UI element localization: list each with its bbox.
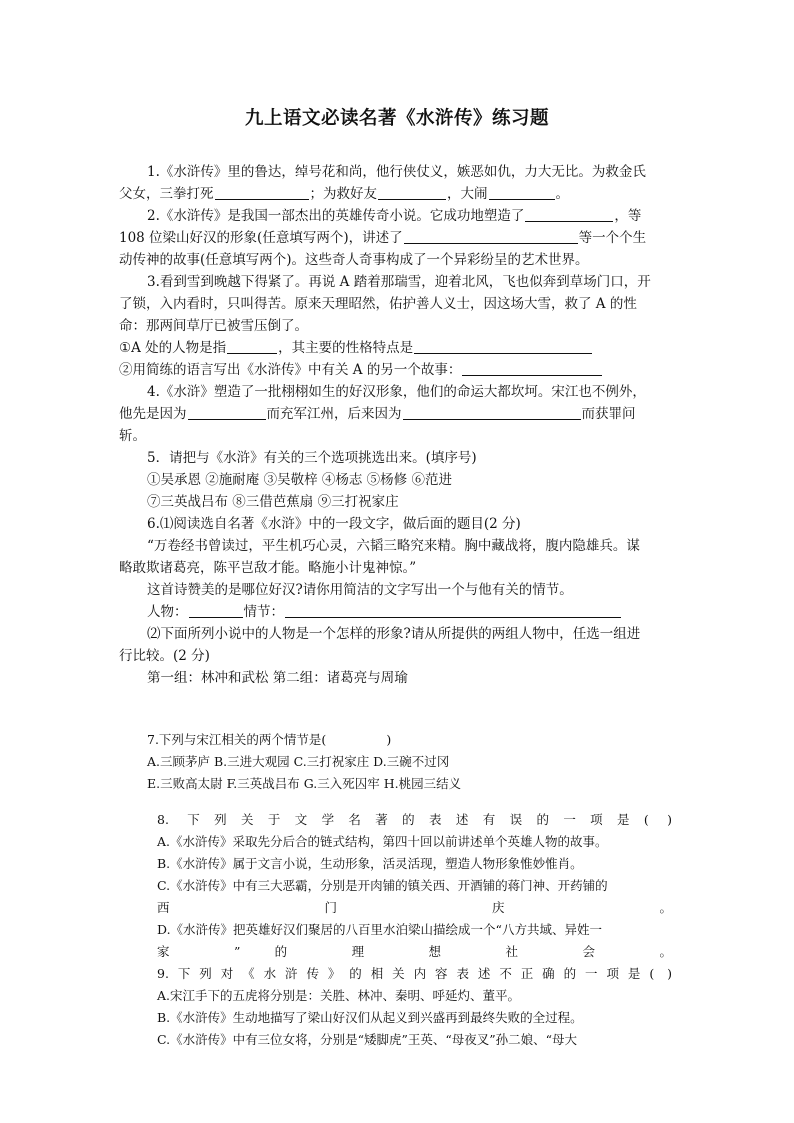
q6-line-1: 6.⑴阅读选自名著《水浒》中的一段文字，做后面的题目(2 分) xyxy=(147,516,521,532)
q1-text-a: 父女，三拳打死 xyxy=(119,186,214,202)
q2-line-3: 动传神的故事(任意填写两个)。这些奇人奇事构成了一个异彩纷呈的艺术世界。 xyxy=(119,252,589,268)
q4-line-3: 斩。 xyxy=(119,428,146,444)
q9-option-c: C.《水浒传》中有三位女将，分别是“矮脚虎”王英、“母夜叉”孙二娘、“母大 xyxy=(157,1032,578,1047)
q1-line-2 xyxy=(119,182,569,202)
q5-options-1: ①吴承恩 ②施耐庵 ③吴敬梓 ④杨志 ⑤杨修 ⑥范进 xyxy=(147,472,452,488)
q8-option-d-1: D.《水浒传》把英雄好汉们聚居的八百里水泊梁山描绘成一个“八方共域、异姓一 xyxy=(157,922,602,937)
q3-blank-2[interactable] xyxy=(414,339,592,354)
q3-sub-1 xyxy=(119,336,593,356)
q7-options-2: E.三败高太尉 F.三英战吕布 G.三入死囚牢 H.桃园三结义 xyxy=(147,776,462,791)
q1-blank-1[interactable] xyxy=(215,185,309,200)
q1-blank-3[interactable] xyxy=(489,185,555,200)
q8-option-d-2: 家 ” 的 理 想 社 会 。 xyxy=(157,944,672,959)
q3-blank-3[interactable] xyxy=(462,361,602,376)
q4-blank-2[interactable] xyxy=(403,405,581,420)
q3-sub-2 xyxy=(119,358,603,378)
q4-text-a: 他先是因为 xyxy=(119,406,187,422)
q4-text-c: 而获罪问 xyxy=(581,406,636,422)
q6-line-6: ⑵下面所列小说中的人物是一个怎样的形象?请从所提供的两组人物中，任选一组进 xyxy=(147,626,641,642)
q1-text-d: 。 xyxy=(555,186,569,202)
q2-text-a: 2.《水浒传》是我国一部杰出的英雄传奇小说。它成功地塑造了 xyxy=(147,208,525,224)
q1-text-c: ，大闹 xyxy=(447,186,488,202)
q3-line-1: 3.看到雪到晚越下得紧了。再说 A 踏着那瑞雪，迎着北风，飞也似奔到草场门口，开 xyxy=(147,274,651,290)
q6-plot-label: 情节： xyxy=(243,604,284,620)
q1-blank-2[interactable] xyxy=(378,185,446,200)
q2-text-b: ，等 xyxy=(614,208,642,224)
q2-blank-1[interactable] xyxy=(525,207,613,222)
q9-option-b: B.《水浒传》生动地描写了梁山好汉们从起义到兴盛再到最终失败的全过程。 xyxy=(157,1010,583,1025)
q4-blank-1[interactable] xyxy=(188,405,266,420)
q6-plot-blank[interactable] xyxy=(285,603,621,618)
q8-option-c-2: 西 门 庆 。 xyxy=(157,900,672,915)
q1-line-1: 1.《水浒传》里的鲁达，绰号花和尚，他行侠仗义，嫉恶如仇，力大无比。为救金氏 xyxy=(147,164,646,180)
q1-text-b: ；为救好友 xyxy=(309,186,377,202)
q8-stem: 8. 下列关于文学名著的表述有误的一项是( ) xyxy=(157,812,672,827)
q6-line-5 xyxy=(147,600,622,620)
page-title: 九上语文必读名著《水浒传》练习题 xyxy=(244,108,549,129)
q8-option-c-1: C.《水浒传》中有三大恶霸，分别是开肉铺的镇关西、开酒铺的蒋门神、开药铺的 xyxy=(157,878,608,893)
q2-line-2 xyxy=(119,226,646,246)
q2-text-c: 108 位梁山好汉的形象(任意填写两个)，讲述了 xyxy=(119,230,403,246)
q6-line-8: 第一组：林冲和武松 第二组：诸葛亮与周瑜 xyxy=(147,670,408,686)
q2-text-d: 等一个个生 xyxy=(578,230,647,246)
q9-option-a: A.宋江手下的五虎将分别是：关胜、林冲、秦明、呼延灼、董平。 xyxy=(157,988,521,1003)
q4-line-1: 4.《水浒》塑造了一批栩栩如生的好汉形象，他们的命运大都坎坷。宋江也不例外， xyxy=(147,384,646,400)
q6-line-7: 行比较。(2 分) xyxy=(119,648,210,664)
q8-option-a: A.《水浒传》采取先分后合的链式结构，第四十回以前讲述单个英雄人物的故事。 xyxy=(157,834,608,849)
q9-stem: 9.下列对《水浒传》的相关内容表述不正确的一项是( ) xyxy=(157,966,672,981)
q5-options-2: ⑦三英战吕布 ⑧三借芭蕉扇 ⑨三打祝家庄 xyxy=(147,494,399,510)
q3-sub-1-text-b: ，其主要的性格特点是 xyxy=(278,340,414,356)
q8-option-b: B.《水浒传》属于文言小说，生动形象，活灵活现，塑造人物形象惟妙惟肖。 xyxy=(157,856,583,871)
q7-text-a: 7.下列与宋江相关的两个情节是( xyxy=(147,732,327,747)
q6-line-4: 这首诗赞美的是哪位好汉?请你用简洁的文字写出一个与他有关的情节。 xyxy=(147,582,573,598)
q4-line-2 xyxy=(119,402,636,422)
q3-sub-1-text-a: ①A 处的人物是指 xyxy=(119,340,227,356)
q7-text-b: ) xyxy=(386,732,392,747)
q2-blank-2[interactable] xyxy=(404,229,578,244)
q5-line-1: 5．请把与《水浒》有关的三个选项挑选出来。(填序号) xyxy=(147,450,477,466)
q3-line-3: 命：那两间草厅已被雪压倒了。 xyxy=(119,318,308,334)
q7-options-1: A.三顾茅庐 B.三进大观园 C.三打祝家庄 D.三碗不过冈 xyxy=(147,754,450,769)
q2-line-1 xyxy=(147,204,641,224)
q6-character-label: 人物： xyxy=(147,604,188,620)
q4-text-b: 而充军江州，后来因为 xyxy=(266,406,402,422)
q6-character-blank[interactable] xyxy=(189,603,243,618)
q7-line-1 xyxy=(147,730,391,748)
q6-poem-1: “万卷经书曾读过，平生机巧心灵，六韬三略究来精。胸中藏战将，腹内隐雄兵。谋 xyxy=(147,538,640,554)
q3-sub-2-text: ②用简练的语言写出《水浒传》中有关 A 的另一个故事： xyxy=(119,362,462,378)
q3-line-2: 了锁，入内看时，只叫得苦。原来天理昭然，佑护善人义士，因这场大雪，救了 A 的性 xyxy=(119,296,637,312)
q3-blank-1[interactable] xyxy=(227,339,277,354)
q6-poem-2: 略敢欺诸葛亮，陈平岂敌才能。略施小计鬼神惊。” xyxy=(119,560,417,576)
